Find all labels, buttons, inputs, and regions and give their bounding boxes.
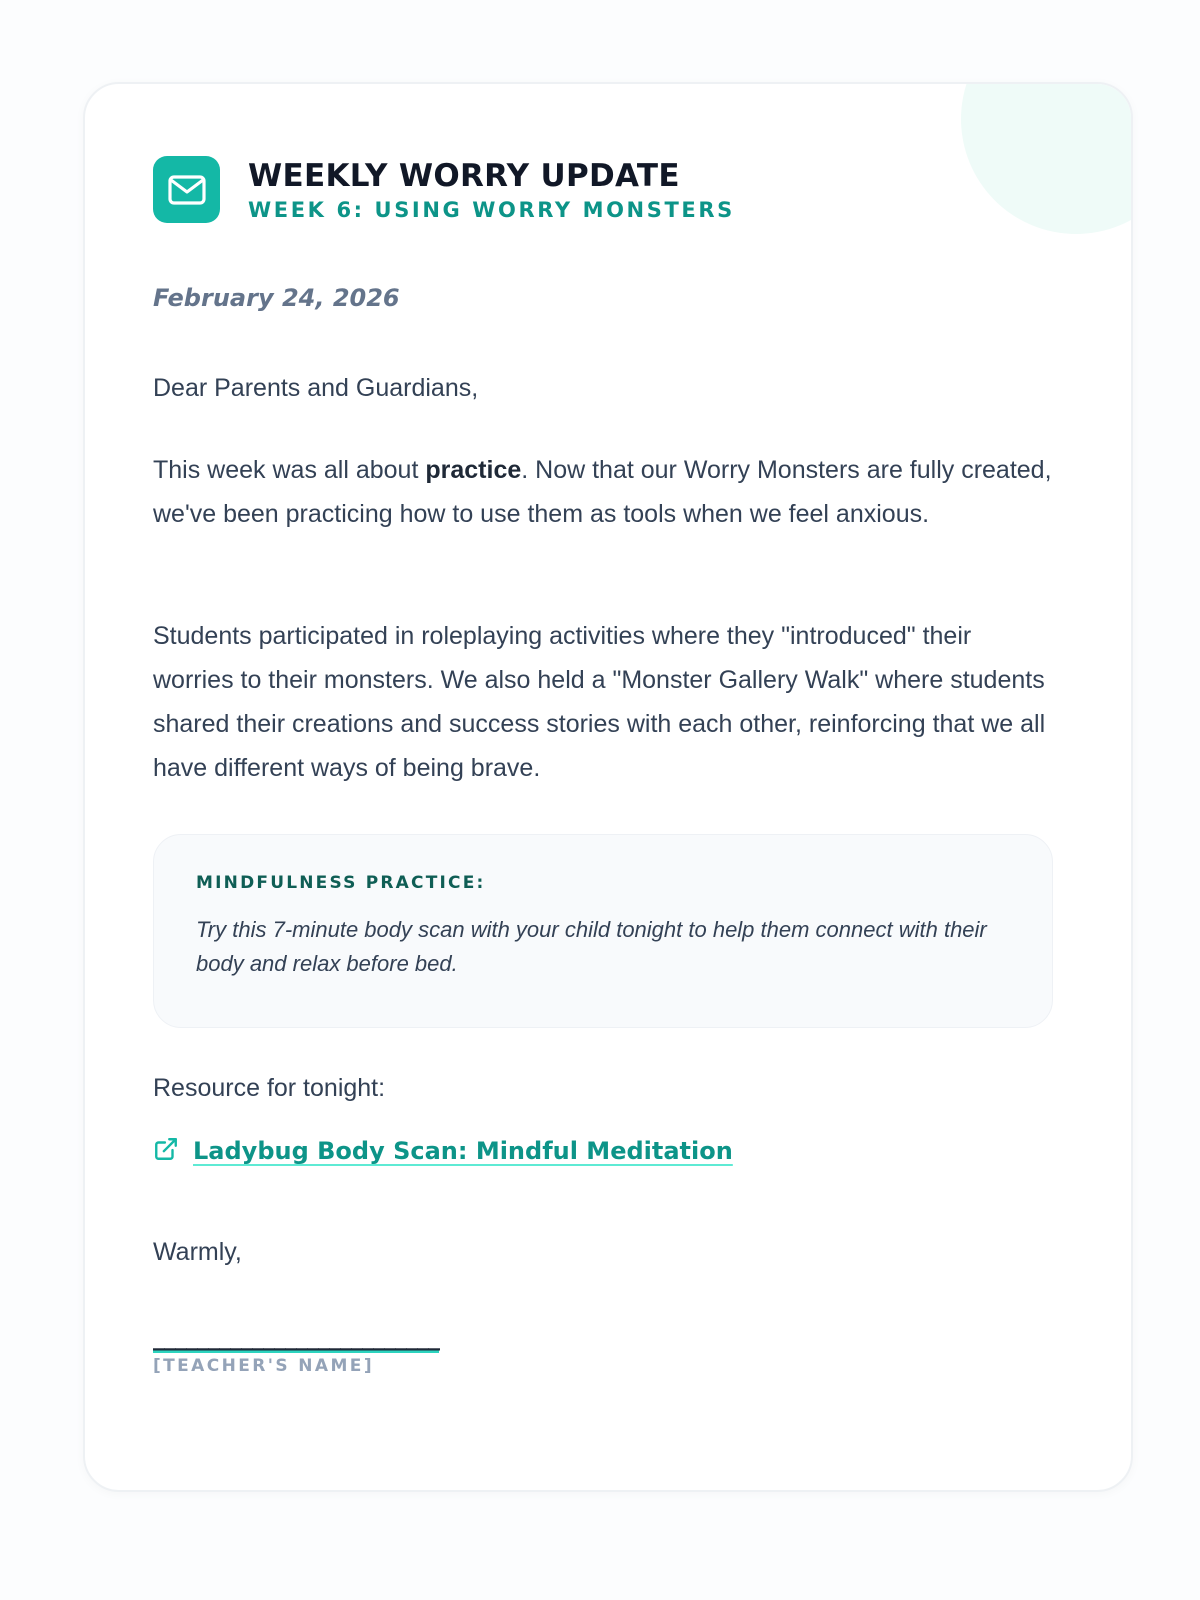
- page-title: WEEKLY WORRY UPDATE: [248, 157, 680, 194]
- external-link-icon: [153, 1136, 179, 1166]
- mindfulness-callout: [153, 834, 1053, 1028]
- paragraph-practice: [153, 448, 1053, 536]
- paragraph-activities: Students participated in roleplaying activities where they "introduced" their worries to their monsters. We also held a "Monster Gallery Walk" where students shared their creations and success stories with each other, reinforcing that we all have different ways of being brave.: [153, 622, 1046, 782]
- resource-link-text[interactable]: Ladybug Body Scan: Mindful Meditation: [193, 1137, 733, 1165]
- callout-text: Try this 7-minute body scan with your child tonight to help them connect with their body and relax before bed.: [196, 917, 987, 976]
- resource-link[interactable]: [153, 1136, 733, 1166]
- page-subtitle: WEEK 6: USING WORRY MONSTERS: [248, 197, 735, 222]
- paragraph-practice-start: This week was all about: [153, 456, 426, 484]
- greeting: Dear Parents and Guardians,: [153, 374, 479, 402]
- letter-date: February 24, 2026: [153, 284, 400, 312]
- header: [153, 156, 735, 223]
- resource-label: Resource for tonight:: [153, 1074, 386, 1102]
- callout-label: MINDFULNESS PRACTICE:: [196, 873, 486, 893]
- newsletter-card: [83, 82, 1133, 1492]
- teacher-name-placeholder: [TEACHER'S NAME]: [153, 1356, 374, 1376]
- closing: Warmly,: [153, 1238, 242, 1266]
- decorative-corner-circle: [961, 82, 1133, 234]
- mail-icon: [153, 156, 220, 223]
- emphasis-practice: practice: [425, 456, 522, 484]
- signature-line: __________________________: [153, 1323, 439, 1351]
- paragraph-practice-end: . Now that our Worry Monsters are fully created, we've been practicing how to use them as tools when we feel anxious.: [153, 456, 1052, 528]
